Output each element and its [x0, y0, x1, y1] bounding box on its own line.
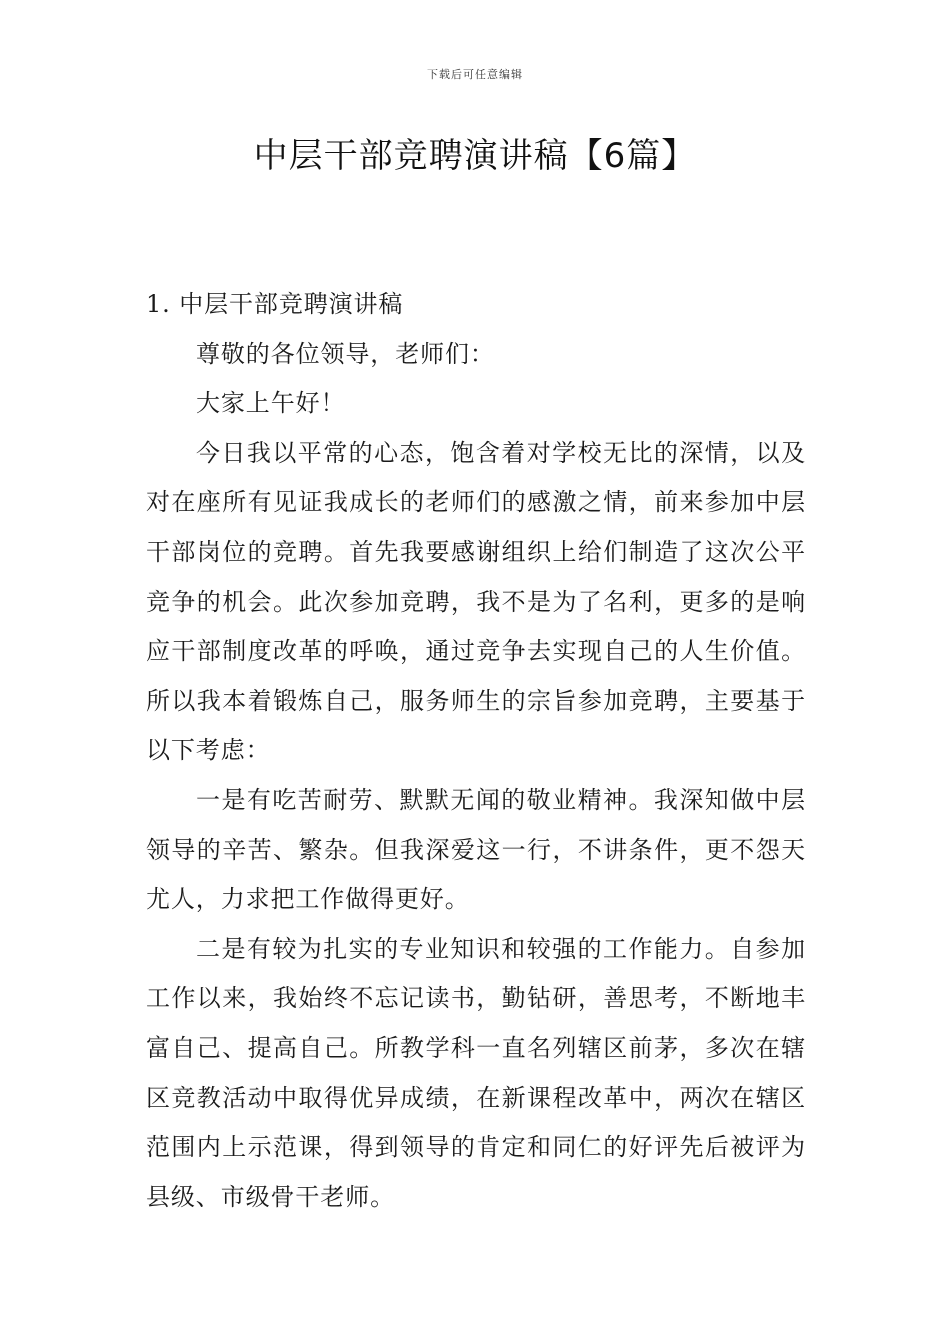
paragraph-salutation: 尊敬的各位领导，老师们： — [196, 339, 495, 368]
document-title: 中层干部竞聘演讲稿【6篇】 — [253, 136, 697, 176]
document-body — [146, 280, 806, 1222]
section-heading: 1. 中层干部竞聘演讲稿 — [146, 290, 404, 318]
paragraph-intro: 今日我以平常的心态，饱含着对学校无比的深情，以及对在座所有见证我成长的老师们的感激之情，前来参加中层干部岗位的竞聘。首先我要感谢组织上给们制造了这次公平竞争的机会。此次参加竞聘，我不是为了名利，更多的是响应干部制度改革的呼唤，通过竞争去实现自己的人生价值。所以我本着锻炼自己，服务师生的宗旨参加竞聘，主要基于以下考虑： — [146, 438, 806, 765]
paragraph-point-two: 二是有较为扎实的专业知识和较强的工作能力。自参加工作以来，我始终不忘记读书，勤钻研，善思考，不断地丰富自己、提高自己。所教学科一直名列辖区前茅，多次在辖区竞教活动中取得优异成绩，在新课程改革中，两次在辖区范围内上示范课，得到领导的肯定和同仁的好评先后被评为县级、市级骨干老师。 — [146, 934, 806, 1211]
paragraph-greeting: 大家上午好！ — [196, 389, 346, 418]
header-note: 下载后可任意编辑 — [427, 68, 523, 81]
paragraph-point-one: 一是有吃苦耐劳、默默无闻的敬业精神。我深知做中层领导的辛苦、繁杂。但我深爱这一行，不讲条件，更不怨天尤人，力求把工作做得更好。 — [146, 785, 806, 914]
